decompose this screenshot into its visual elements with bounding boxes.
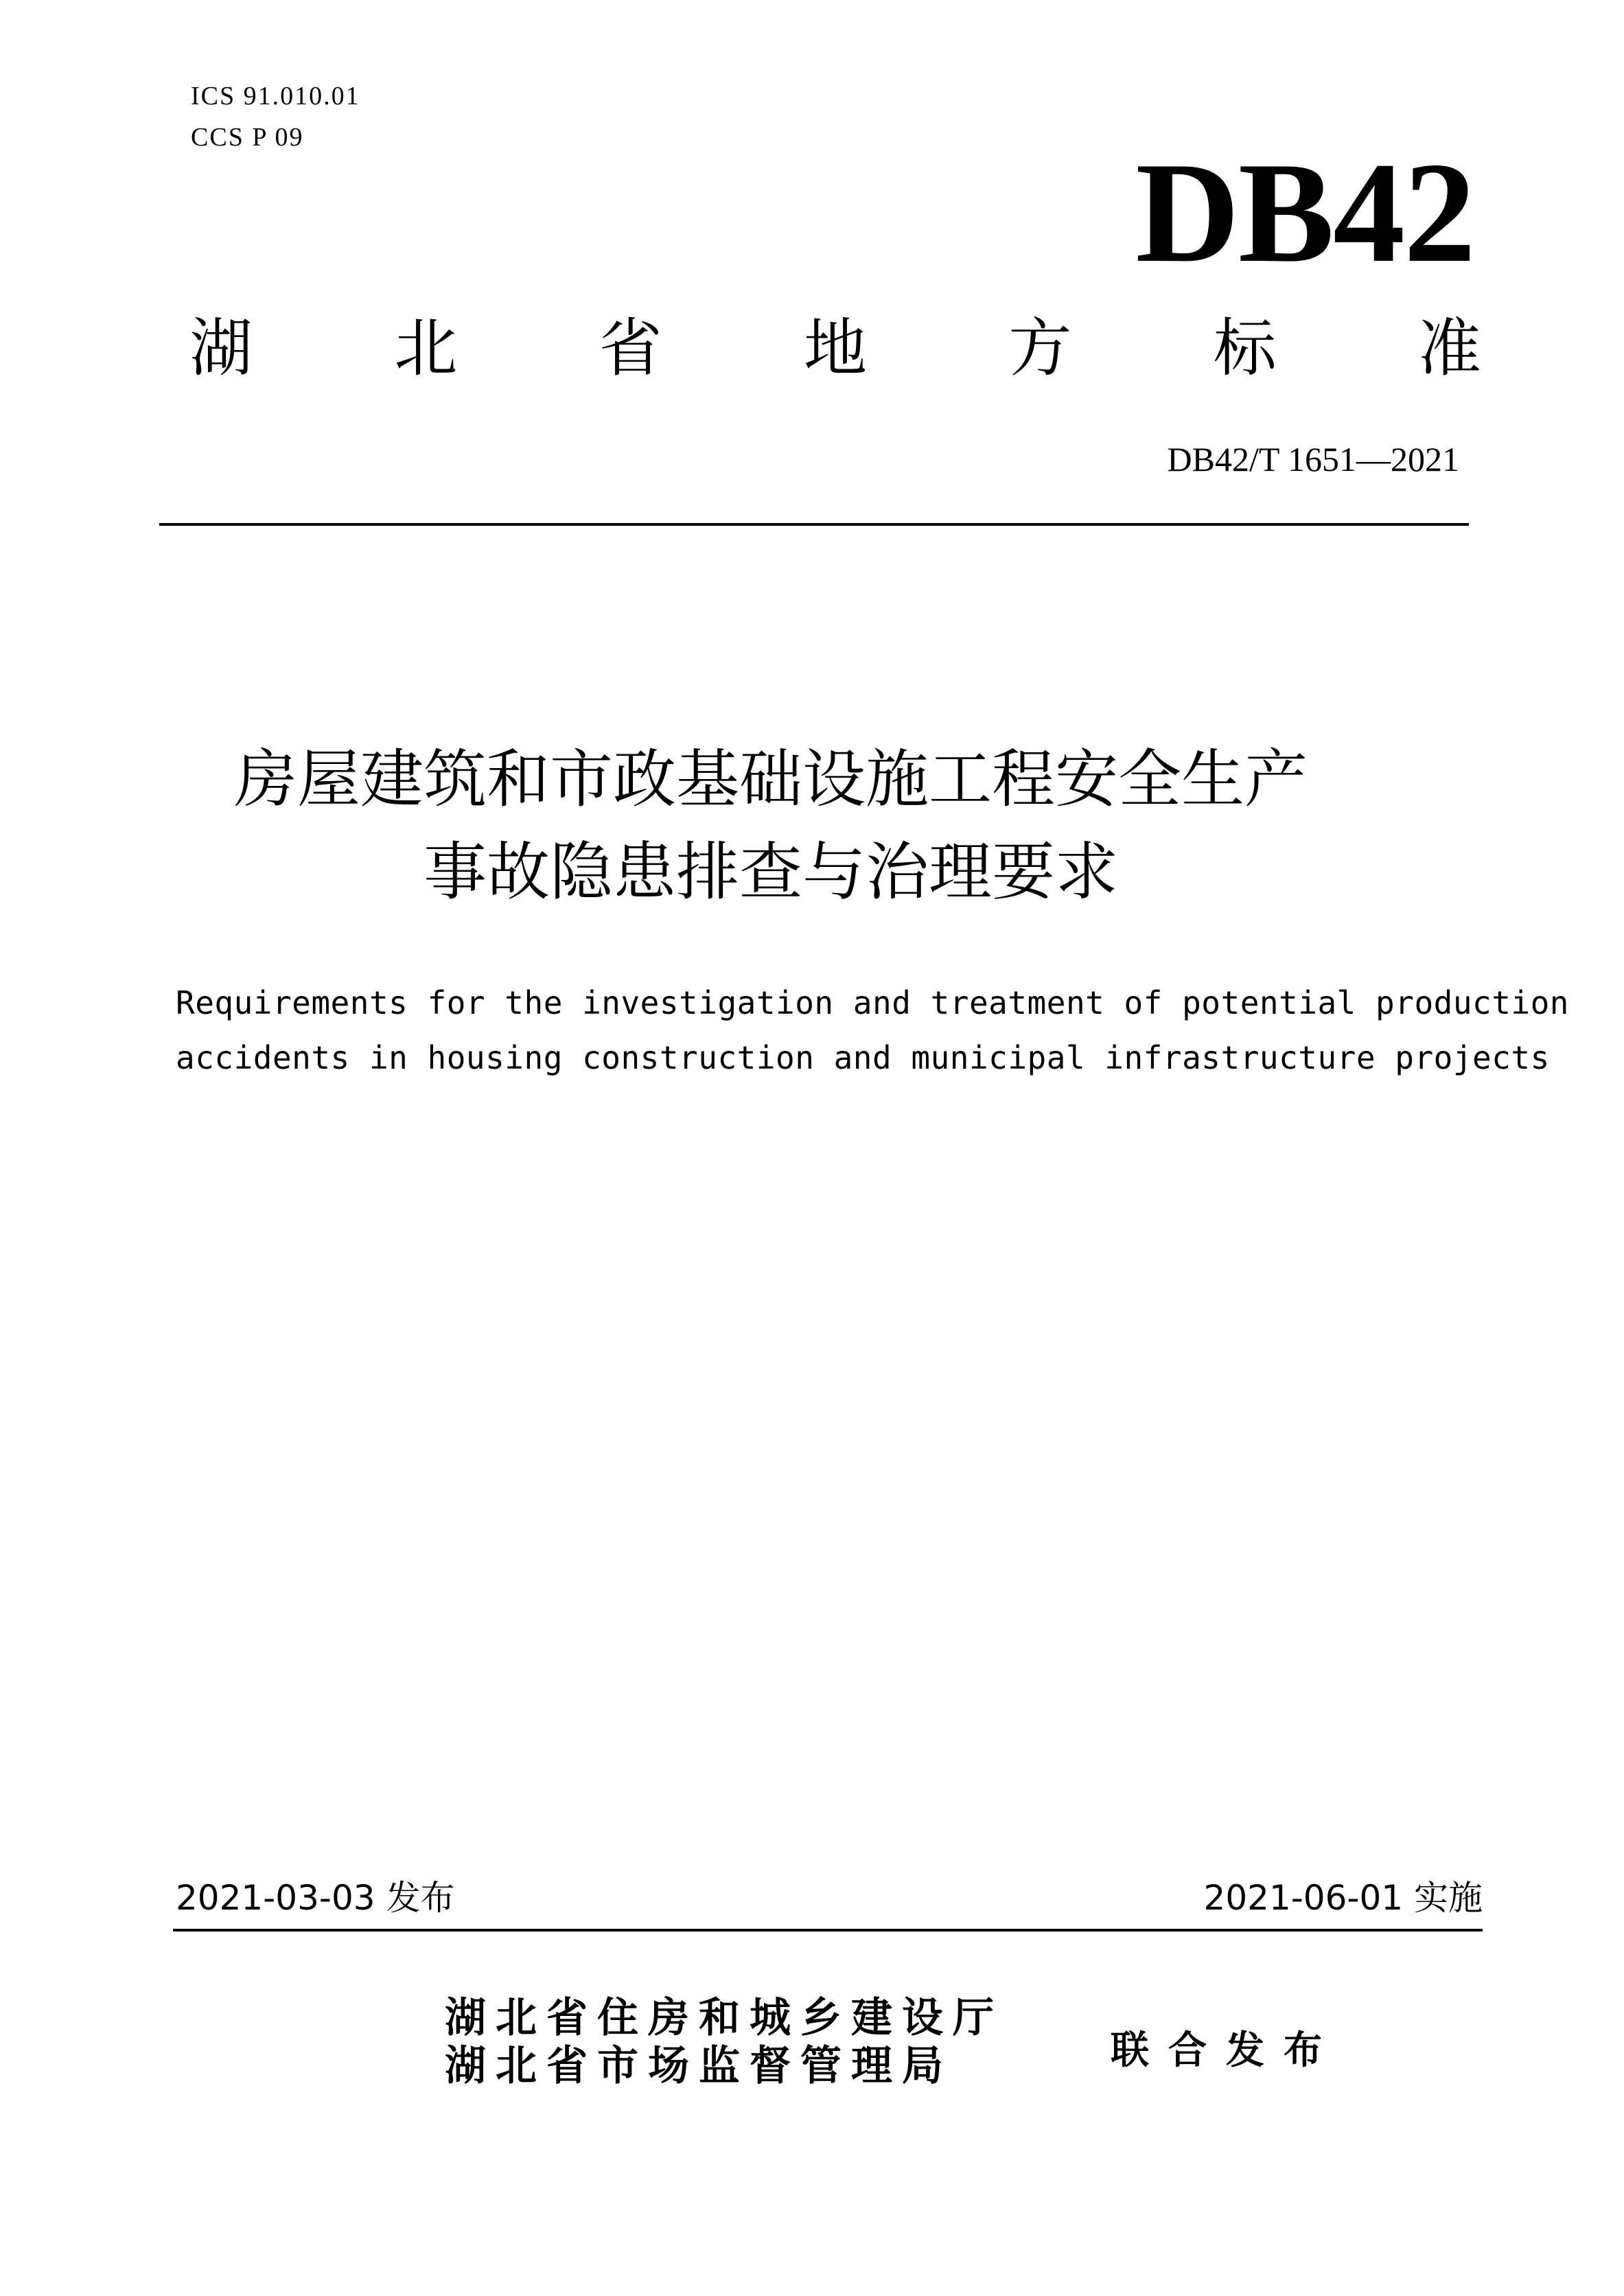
english-title-line-1: Requirements for the investigation and treatment of potential production	[176, 984, 1569, 1021]
top-divider	[159, 523, 1469, 526]
bottom-divider	[173, 1929, 1483, 1932]
standard-logo: DB42	[1135, 133, 1474, 292]
issuer-line-2: 湖北省市场监督管理局	[445, 2042, 953, 2090]
standard-kind-heading	[189, 312, 1481, 385]
chinese-title-line-2: 事故隐患排查与治理要求	[423, 835, 1118, 909]
standard-kind-char: 地	[803, 312, 867, 385]
issuer-line-1: 湖北省住房和城乡建设厅	[445, 1994, 1004, 2042]
implementation-date: 2021-06-01 实施	[1203, 1878, 1483, 1918]
ccs-code: CCS P 09	[191, 123, 304, 152]
standard-kind-char: 省	[599, 312, 662, 385]
ics-code: ICS 91.010.01	[191, 82, 360, 111]
standard-kind-char: 标	[1213, 312, 1277, 385]
standard-kind-char: 北	[394, 312, 458, 385]
standard-kind-char: 方	[1008, 312, 1072, 385]
standard-number: DB42/T 1651—2021	[1167, 440, 1459, 478]
chinese-title-line-1: 房屋建筑和市政基础设施工程安全生产	[233, 743, 1308, 816]
english-title-line-2: accidents in housing construction and municipal infrastructure projects	[176, 1039, 1550, 1076]
standard-kind-char: 湖	[189, 312, 253, 385]
issue-date: 2021-03-03 发布	[176, 1878, 455, 1918]
standard-kind-char: 准	[1417, 312, 1481, 385]
joint-release-label: 联合发布	[1111, 2028, 1341, 2073]
